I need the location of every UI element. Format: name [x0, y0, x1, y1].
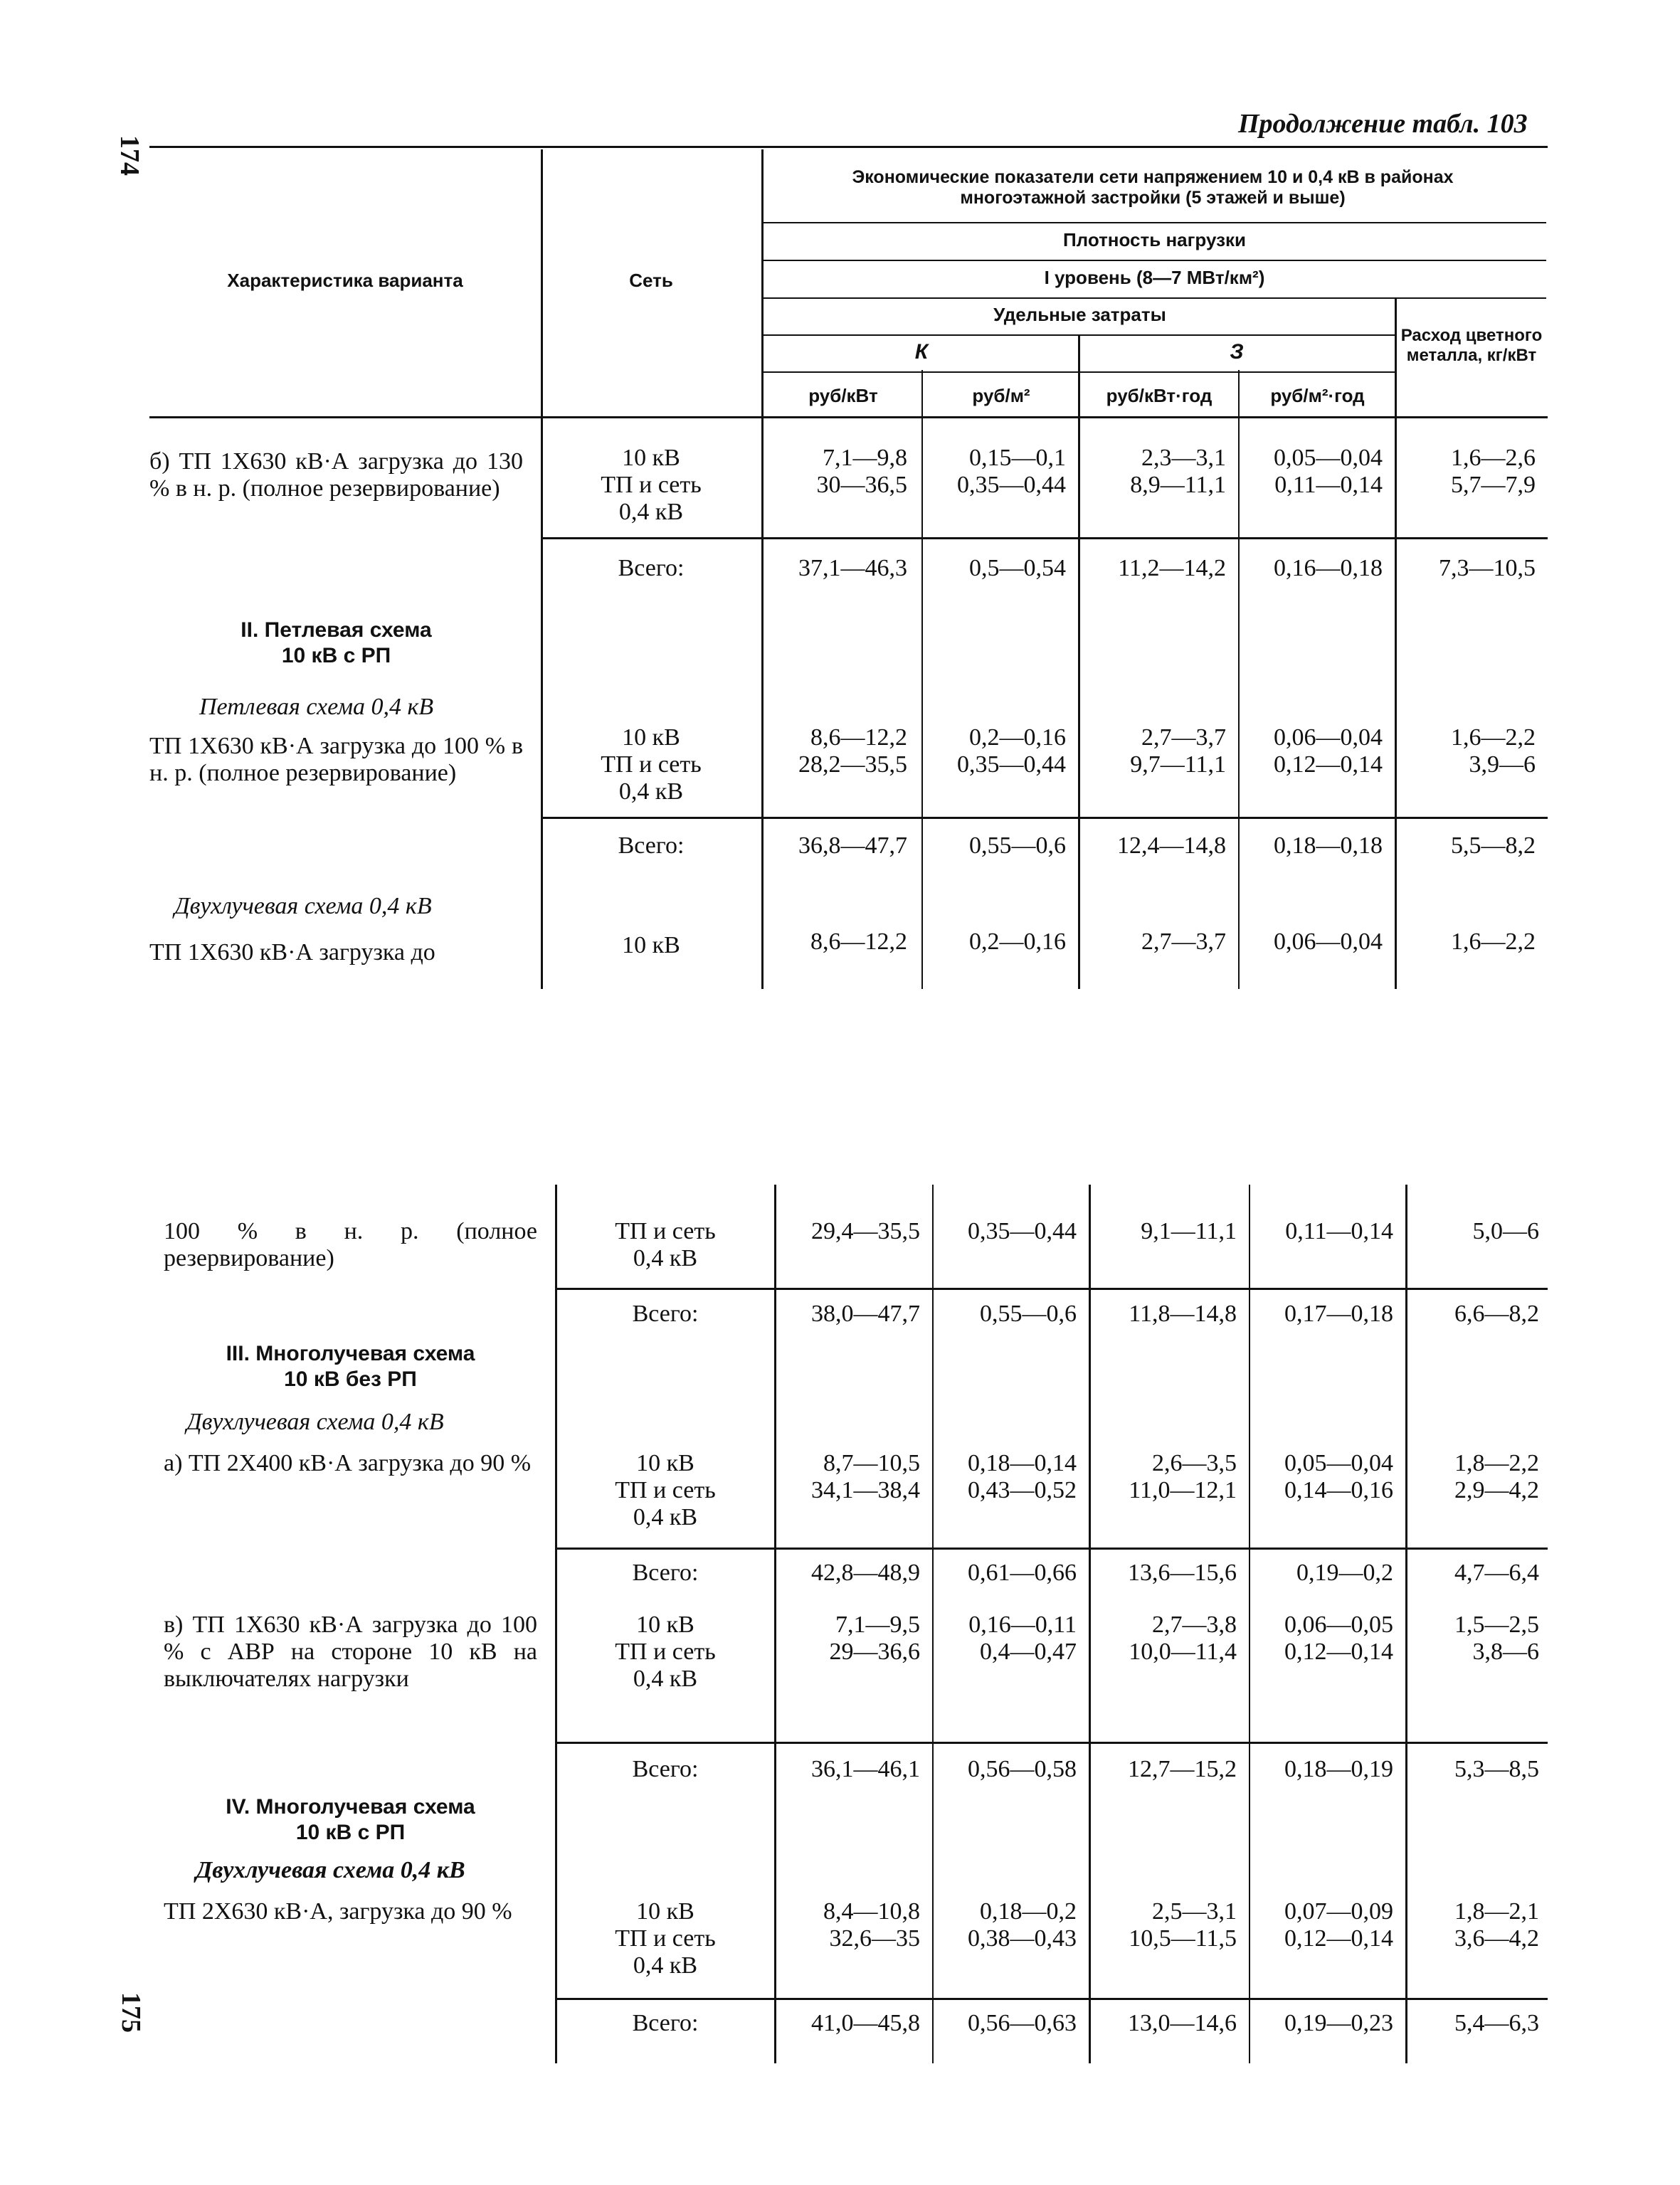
b-row3-c4: 0,06—0,05 0,12—0,14 [1284, 1612, 1393, 1665]
section-2-subtitle: Петлевая схема 0,4 кВ [199, 694, 434, 720]
b-col-divider-c4 [1249, 1185, 1250, 2063]
b-row2-net: 10 кВ ТП и сеть 0,4 кВ [615, 1450, 716, 1530]
top-row3-c4: 0,06—0,04 [1274, 929, 1383, 955]
header-char: Характеристика варианта [227, 270, 463, 291]
b-total4-c3: 13,0—14,6 [1128, 2010, 1237, 2036]
header-net: Сеть [629, 270, 673, 291]
top-total2-label: Всего: [618, 832, 685, 859]
top-row2-net: 10 кВ ТП и сеть 0,4 кВ [601, 724, 702, 805]
b-total4-c1: 41,0—45,8 [811, 2010, 920, 2036]
header-rule-1 [764, 222, 1546, 223]
header-unit-2: руб/м² [972, 385, 1030, 406]
b-row3-net: 10 кВ ТП и сеть 0,4 кВ [615, 1612, 716, 1692]
header-rule-5 [764, 371, 1395, 373]
b-total2-label: Всего: [632, 1560, 699, 1586]
header-rule-3 [764, 297, 1546, 299]
b-row2-c5: 1,8—2,2 2,9—4,2 [1454, 1450, 1539, 1503]
b-row2-c2: 0,18—0,14 0,43—0,52 [968, 1450, 1077, 1503]
b-row2-desc: а) ТП 2Х400 кВ·А загрузка до 90 % [164, 1450, 532, 1476]
b-row2-c1: 8,7—10,5 34,1—38,4 [811, 1450, 920, 1503]
top-row2-c2: 0,2—0,16 0,35—0,44 [957, 724, 1066, 778]
top-row1-c2: 0,15—0,1 0,35—0,44 [957, 445, 1066, 498]
top-total2-c4: 0,18—0,18 [1274, 832, 1383, 859]
b-row2-c4: 0,05—0,04 0,14—0,16 [1284, 1450, 1393, 1503]
top-total2-c2: 0,55—0,6 [969, 832, 1066, 859]
b-row1-net: ТП и сеть 0,4 кВ [615, 1218, 716, 1271]
top-row2-c5: 1,6—2,2 3,9—6 [1451, 724, 1536, 778]
top-row3-c5: 1,6—2,2 [1451, 929, 1536, 955]
col-divider-net [541, 149, 543, 989]
b-total1-c1: 38,0—47,7 [811, 1301, 920, 1327]
header-econ: Экономические показатели сети напряжением 10 и 0,4 кВ в районах многоэтажной застройки (5 этажей и выше) [852, 167, 1454, 208]
b-col-divider-c1 [774, 1185, 776, 2063]
b-row4-c4: 0,07—0,09 0,12—0,14 [1284, 1898, 1393, 1952]
header-unit-4: руб/м²·год [1270, 385, 1365, 406]
b-row1-c4: 0,11—0,14 [1285, 1218, 1393, 1244]
section-2-title: II. Петлевая схема 10 кВ с РП [241, 618, 432, 667]
b-total3-c4: 0,18—0,19 [1284, 1756, 1393, 1782]
b-total1-c5: 6,6—8,2 [1454, 1301, 1539, 1327]
top-row3-c3: 2,7—3,7 [1141, 929, 1226, 955]
top-row1-c5: 1,6—2,6 5,7—7,9 [1451, 445, 1536, 498]
section-4-subtitle: Двухлучевая схема 0,4 кВ [196, 1857, 465, 1883]
top-row1-desc: б) ТП 1Х630 кВ·А загрузка до 130 % в н. р. (полное резервирование) [149, 448, 523, 502]
section-3-title: III. Многолучевая схема 10 кВ без РП [226, 1342, 475, 1391]
b-row3-c5: 1,5—2,5 3,8—6 [1454, 1612, 1539, 1665]
b-row3-c1: 7,1—9,5 29—36,6 [829, 1612, 920, 1665]
top-row2-c4: 0,06—0,04 0,12—0,14 [1274, 724, 1383, 778]
b-total2-rule [555, 1548, 1548, 1550]
section-2-subtitle-2: Двухлучевая схема 0,4 кВ [174, 893, 432, 919]
page-number-top: 174 [115, 135, 144, 176]
top-total1-c4: 0,16—0,18 [1274, 555, 1383, 581]
b-total1-c3: 11,8—14,8 [1129, 1301, 1237, 1327]
header-bottom-rule [149, 416, 1548, 418]
top-total1-label: Всего: [618, 555, 685, 581]
col-divider-c4 [1238, 370, 1240, 989]
b-total1-label: Всего: [632, 1301, 699, 1327]
b-total3-c1: 36,1—46,1 [811, 1756, 920, 1782]
top-total1-c2: 0,5—0,54 [969, 555, 1066, 581]
page-number-bottom: 175 [116, 1992, 146, 2033]
continuation-title: Продолжение табл. 103 [1238, 109, 1528, 139]
b-row4-desc: ТП 2Х630 кВ·А, загрузка до 90 % [164, 1898, 512, 1925]
b-row2-c3: 2,6—3,5 11,0—12,1 [1129, 1450, 1237, 1503]
header-level: I уровень (8—7 МВт/км²) [1044, 267, 1265, 288]
top-total1-rule [541, 537, 1548, 539]
b-total1-rule [555, 1288, 1548, 1290]
top-row3-net: 10 кВ [622, 932, 680, 958]
b-total4-c2: 0,56—0,63 [968, 2010, 1077, 2036]
b-total4-c5: 5,4—6,3 [1454, 2010, 1539, 2036]
header-z: З [1230, 340, 1244, 364]
b-total2-c1: 42,8—48,9 [811, 1560, 920, 1586]
b-row3-c3: 2,7—3,8 10,0—11,4 [1129, 1612, 1237, 1665]
header-unit-3: руб/кВт·год [1106, 385, 1213, 406]
header-unit-1: руб/кВт [808, 385, 878, 406]
top-total1-c1: 37,1—46,3 [798, 555, 907, 581]
b-row4-net: 10 кВ ТП и сеть 0,4 кВ [615, 1898, 716, 1979]
section-3-subtitle: Двухлучевая схема 0,4 кВ [186, 1409, 444, 1435]
top-row2-c1: 8,6—12,2 28,2—35,5 [798, 724, 907, 778]
b-total2-c5: 4,7—6,4 [1454, 1560, 1539, 1586]
top-row3-desc: ТП 1Х630 кВ·А загрузка до [149, 939, 435, 965]
b-col-divider-c2 [932, 1185, 934, 2063]
top-row1-c4: 0,05—0,04 0,11—0,14 [1274, 445, 1383, 498]
b-total2-c4: 0,19—0,2 [1296, 1560, 1393, 1586]
b-row4-c3: 2,5—3,1 10,5—11,5 [1129, 1898, 1237, 1952]
b-row4-c2: 0,18—0,2 0,38—0,43 [968, 1898, 1077, 1952]
b-total3-label: Всего: [632, 1756, 699, 1782]
top-total2-c5: 5,5—8,2 [1451, 832, 1536, 859]
b-total2-c2: 0,61—0,66 [968, 1560, 1077, 1586]
b-total3-rule [555, 1742, 1548, 1744]
col-divider-c2 [921, 370, 923, 989]
b-total3-c2: 0,56—0,58 [968, 1756, 1077, 1782]
top-row1-c1: 7,1—9,8 30—36,5 [816, 445, 907, 498]
section-4-title: IV. Многолучевая схема 10 кВ с РП [226, 1795, 475, 1844]
top-row2-desc: ТП 1Х630 кВ·А загрузка до 100 % в н. р. (полное резервирование) [149, 733, 523, 786]
top-total1-c3: 11,2—14,2 [1118, 555, 1226, 581]
header-specific: Удельные затраты [993, 304, 1166, 325]
b-row4-c1: 8,4—10,8 32,6—35 [823, 1898, 920, 1952]
b-col-divider-net [555, 1185, 557, 2063]
top-row1-c3: 2,3—3,1 8,9—11,1 [1130, 445, 1226, 498]
top-total1-c5: 7,3—10,5 [1439, 555, 1536, 581]
col-divider-c5 [1395, 299, 1397, 989]
header-metal: Расход цветного металла, кг/кВт [1400, 326, 1543, 365]
header-k: К [914, 340, 929, 364]
table-top-rule [149, 146, 1548, 148]
b-total4-label: Всего: [632, 2010, 699, 2036]
top-total2-c1: 36,8—47,7 [798, 832, 907, 859]
header-rule-4 [764, 334, 1395, 336]
top-row1-net: 10 кВ ТП и сеть 0,4 кВ [601, 445, 702, 525]
b-row3-c2: 0,16—0,11 0,4—0,47 [968, 1612, 1077, 1665]
b-row1-c2: 0,35—0,44 [968, 1218, 1077, 1244]
top-row2-c3: 2,7—3,7 9,7—11,1 [1130, 724, 1226, 778]
b-row4-c5: 1,8—2,1 3,6—4,2 [1454, 1898, 1539, 1952]
b-total2-c3: 13,6—15,6 [1128, 1560, 1237, 1586]
b-row1-c1: 29,4—35,5 [811, 1218, 920, 1244]
col-divider-c1 [761, 149, 764, 989]
top-row3-c1: 8,6—12,2 [810, 929, 907, 955]
b-total1-c2: 0,55—0,6 [980, 1301, 1077, 1327]
top-total2-rule [541, 817, 1548, 819]
b-total3-c3: 12,7—15,2 [1128, 1756, 1237, 1782]
header-density: Плотность нагрузки [1062, 229, 1247, 250]
header-rule-2 [764, 260, 1546, 261]
b-row3-desc: в) ТП 1Х630 кВ·А загрузка до 100 % с АВР на стороне 10 кВ на выключателях нагрузки [164, 1612, 537, 1692]
b-row1-c5: 5,0—6 [1472, 1218, 1539, 1244]
col-divider-c3 [1078, 334, 1080, 989]
b-row1-desc: 100 % в н. р. (полное резервирование) [164, 1218, 537, 1271]
b-total1-c4: 0,17—0,18 [1284, 1301, 1393, 1327]
b-total4-rule [555, 1998, 1548, 2000]
b-row1-c3: 9,1—11,1 [1141, 1218, 1237, 1244]
b-total3-c5: 5,3—8,5 [1454, 1756, 1539, 1782]
top-row3-c2: 0,2—0,16 [969, 929, 1066, 955]
top-total2-c3: 12,4—14,8 [1117, 832, 1226, 859]
b-total4-c4: 0,19—0,23 [1284, 2010, 1393, 2036]
